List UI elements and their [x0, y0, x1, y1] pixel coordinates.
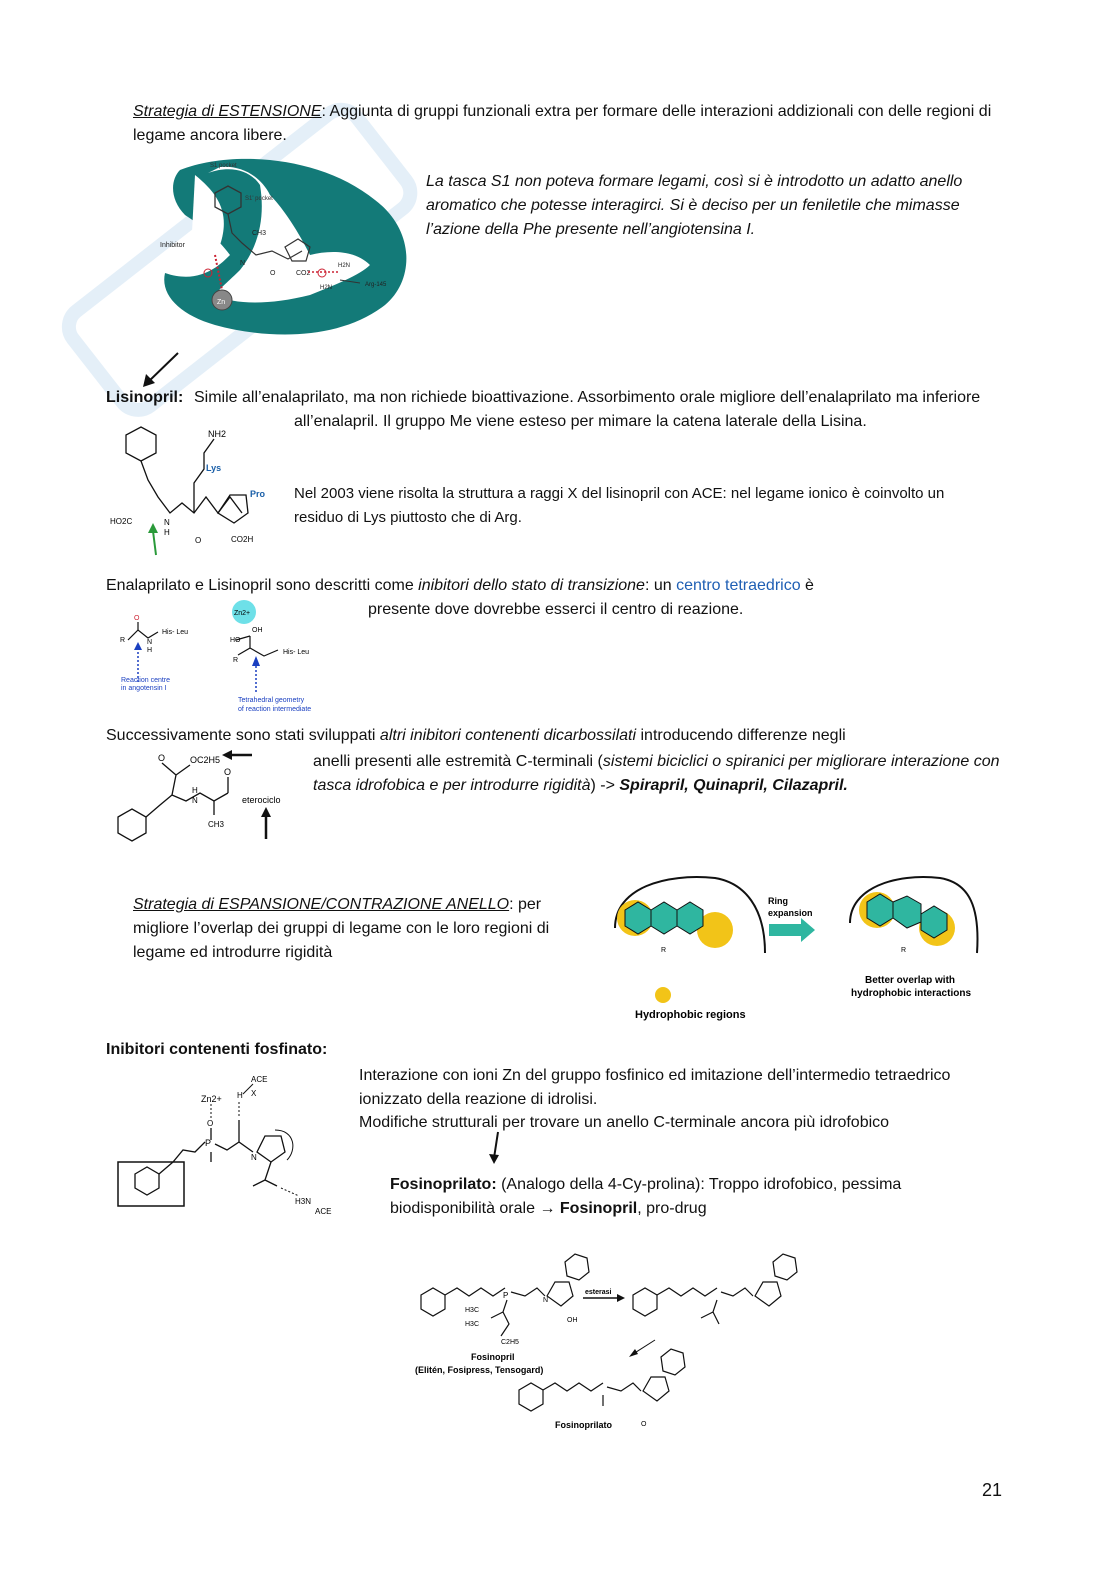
hisleu-label: His- Leu: [162, 629, 189, 636]
dic-text-e: ) ->: [590, 777, 620, 794]
o-label: O: [158, 753, 166, 763]
h3c-label: H3C: [465, 1307, 480, 1314]
exp-label2: expansion: [768, 908, 813, 918]
ace-pocket-figure: [160, 155, 410, 345]
r-label: R: [120, 637, 126, 644]
fosinopril-scheme: [415, 1240, 815, 1435]
reaction-label: Reaction centre: [121, 677, 171, 684]
dic-line1: Successivamente sono stati sviluppati altri inibitori contenenti dicarbossilati introducendo differenze negli: [106, 727, 846, 744]
dic-body2: [313, 750, 1003, 798]
fosinopril-label: Fosinopril: [471, 1352, 515, 1362]
n-label: N: [240, 260, 246, 267]
fosinopril-name: Fosinopril: [559, 1200, 638, 1217]
h2n2-label: H2N: [320, 285, 333, 291]
ace2-label: ACE: [315, 1207, 332, 1216]
hisleu2-label: His- Leu: [283, 649, 310, 656]
pro-label: Pro: [250, 489, 266, 499]
dic-body: [313, 724, 1003, 748]
fosinoprilato-name: Fosinoprilato:: [390, 1176, 497, 1193]
r2-label: R: [233, 657, 239, 664]
n-label: N: [192, 796, 198, 805]
extension-title: Strategia di ESTENSIONE: [133, 103, 322, 120]
h3c2-label: H3C: [465, 1321, 480, 1328]
ts-text-b: inibitori dello stato di transizione: [418, 577, 645, 594]
o-label: O: [195, 536, 202, 545]
lisinopril-desc: Simile all’enalaprilato, ma non richiede bioattivazione. Assorbimento orale migliore dell’enalaprilato ma inferiore all’enalapril. Il gruppo Me viene esteso per mimare la catena laterale della Lisina.: [194, 389, 981, 430]
zn-label: Zn2+: [234, 610, 251, 617]
n-label: N: [147, 639, 153, 646]
dic-text-c2: anelli presenti alle estremità C-terminali (: [313, 753, 603, 770]
h-label: H: [164, 528, 170, 537]
dic-text-b: altri inibitori contenenti dicarbossilati: [379, 727, 637, 744]
s1-pocket-label: S1 pocket: [210, 163, 237, 169]
ho-label: HO: [230, 637, 241, 644]
h-label: H: [147, 647, 153, 654]
r-label: R: [661, 947, 667, 954]
s1p-pocket-label: S1' pocket: [245, 196, 273, 202]
ring-paragraph: [133, 893, 593, 965]
h-label: H: [192, 786, 198, 795]
c2h5-label: C2H5: [501, 1339, 519, 1346]
dicarboxylate-structure: [110, 745, 310, 855]
n-label: N: [251, 1153, 257, 1162]
better-label2: hydrophobic interactions: [851, 988, 972, 999]
esterasi-label: esterasi: [585, 1289, 612, 1296]
dic-drugs: Spirapril, Quinapril, Cilazapril.: [619, 777, 848, 794]
lisinopril-name: Lisinopril:: [106, 389, 184, 406]
ring-expansion-figure: [605, 868, 995, 1028]
o2-label: O: [224, 767, 232, 777]
phosphinate-structure: [115, 1070, 345, 1220]
lisinopril-xray: Nel 2003 viene risolta la struttura a raggi X del lisinopril con ACE: nel legame ionico è coinvolto un residuo di Lys piuttosto che di Arg.: [294, 485, 945, 526]
ts-text-f: presente dove dovrebbe esserci il centro di reazione.: [368, 601, 744, 618]
ho2c-label: HO2C: [110, 517, 133, 526]
ts-text-c: : un: [644, 577, 677, 594]
inhibitor-label: Inhibitor: [160, 242, 185, 249]
ring-title: Strategia di ESPANSIONE/CONTRAZIONE ANELLO: [133, 896, 510, 913]
better-label1: Better overlap with: [865, 975, 956, 986]
n-label: N: [164, 518, 170, 527]
ts-link[interactable]: centro tetraedrico: [676, 577, 801, 594]
ts-text-a: Enalaprilato e Lisinopril sono descritti come: [106, 577, 419, 594]
tetra-label2: of reaction intermediate: [238, 706, 312, 713]
fosinoprilato-text: (Analogo della 4-Cy-prolina): Troppo idrofobico, pessima biodisponibilità orale: [390, 1176, 902, 1217]
fosinoprilato-label: Fosinoprilato: [555, 1420, 612, 1430]
ts-text-e: è: [800, 577, 814, 594]
o-label: O: [134, 615, 140, 622]
etero-label: eterociclo: [242, 795, 281, 805]
o-label: O: [207, 1119, 214, 1128]
co2h-label: CO2H: [231, 535, 254, 544]
ch3-label: CH3: [208, 820, 225, 829]
ch3-label: CH3: [252, 230, 267, 237]
tetra-label: Tetrahedral geometry: [238, 697, 305, 704]
prodrug-text: , pro-drug: [637, 1200, 707, 1217]
p-label: P: [503, 1291, 509, 1300]
page-number: 21: [982, 1480, 1003, 1500]
exp-label1: Ring: [768, 896, 788, 906]
arrow-down-left: [140, 350, 182, 390]
x-label: X: [251, 1089, 257, 1098]
dic-text-d: sistemi biciclici o spiranici per migliorare interazione con tasca idrofobica e per introdurre rigidità: [313, 753, 1000, 794]
arrow-down: [484, 1130, 504, 1166]
lys-label: Lys: [206, 463, 222, 473]
h3n-label: H3N: [295, 1197, 312, 1206]
h-label: H: [237, 1091, 243, 1100]
o-label: O: [641, 1421, 647, 1428]
oh-label: OH: [567, 1317, 578, 1324]
extension-text: : Aggiunta di gruppi funzionali extra per formare delle interazioni addizionali con delle regioni di legame ancora libere.: [133, 103, 992, 144]
zn-label: Zn: [217, 299, 226, 306]
lisinopril-structure: [108, 425, 288, 555]
arrow-right-icon: →: [539, 1200, 560, 1217]
ring-text: : per migliore l’overlap dei gruppi di legame con le loro regioni di legame ed introdurre rigidità: [133, 896, 550, 961]
n-label: N: [543, 1297, 549, 1304]
phos-title: Inibitori contenenti fosfinato:: [106, 1041, 328, 1058]
o-label: O: [270, 270, 276, 277]
arg-label: Arg-145: [365, 282, 387, 288]
phos-text2: Modifiche strutturali per trovare un anello C-terminale ancora più idrofobico: [359, 1114, 890, 1131]
ts-paragraph: [106, 574, 1006, 598]
oh-label: OH: [252, 627, 263, 634]
fosinoprilato-paragraph: [390, 1173, 1000, 1221]
reaction-label2: in angotensin I: [121, 685, 167, 692]
ace-label: ACE: [251, 1075, 268, 1084]
p-label: P: [205, 1138, 212, 1148]
phos-text1: Interazione con ioni Zn del gruppo fosfinico ed imitazione dell’intermedio tetraedrico ionizzato della reazione di idrolisi.: [359, 1067, 951, 1108]
transition-state-figure: [118, 600, 358, 715]
dic-text-a: Successivamente sono stati sviluppati: [106, 727, 380, 744]
oc2h5-label: OC2H5: [190, 755, 221, 765]
zn-label: Zn2+: [201, 1094, 222, 1104]
hydro-label: Hydrophobic regions: [635, 1009, 746, 1021]
co2-label: CO2: [296, 270, 311, 277]
brands-label: (Elitén, Fosipress, Tensogard): [415, 1365, 544, 1375]
s1-note: La tasca S1 non poteva formare legami, così si è introdotto un adatto anello aromatico che potesse interagirci. Si è deciso per un feniletile che mimasse l’azione della Phe presente nell’angiotensina I.: [426, 173, 963, 238]
extension-paragraph: [133, 100, 993, 148]
r2-label: R: [901, 947, 907, 954]
h2n-label: H2N: [338, 263, 351, 269]
nh2-label: NH2: [208, 429, 227, 439]
